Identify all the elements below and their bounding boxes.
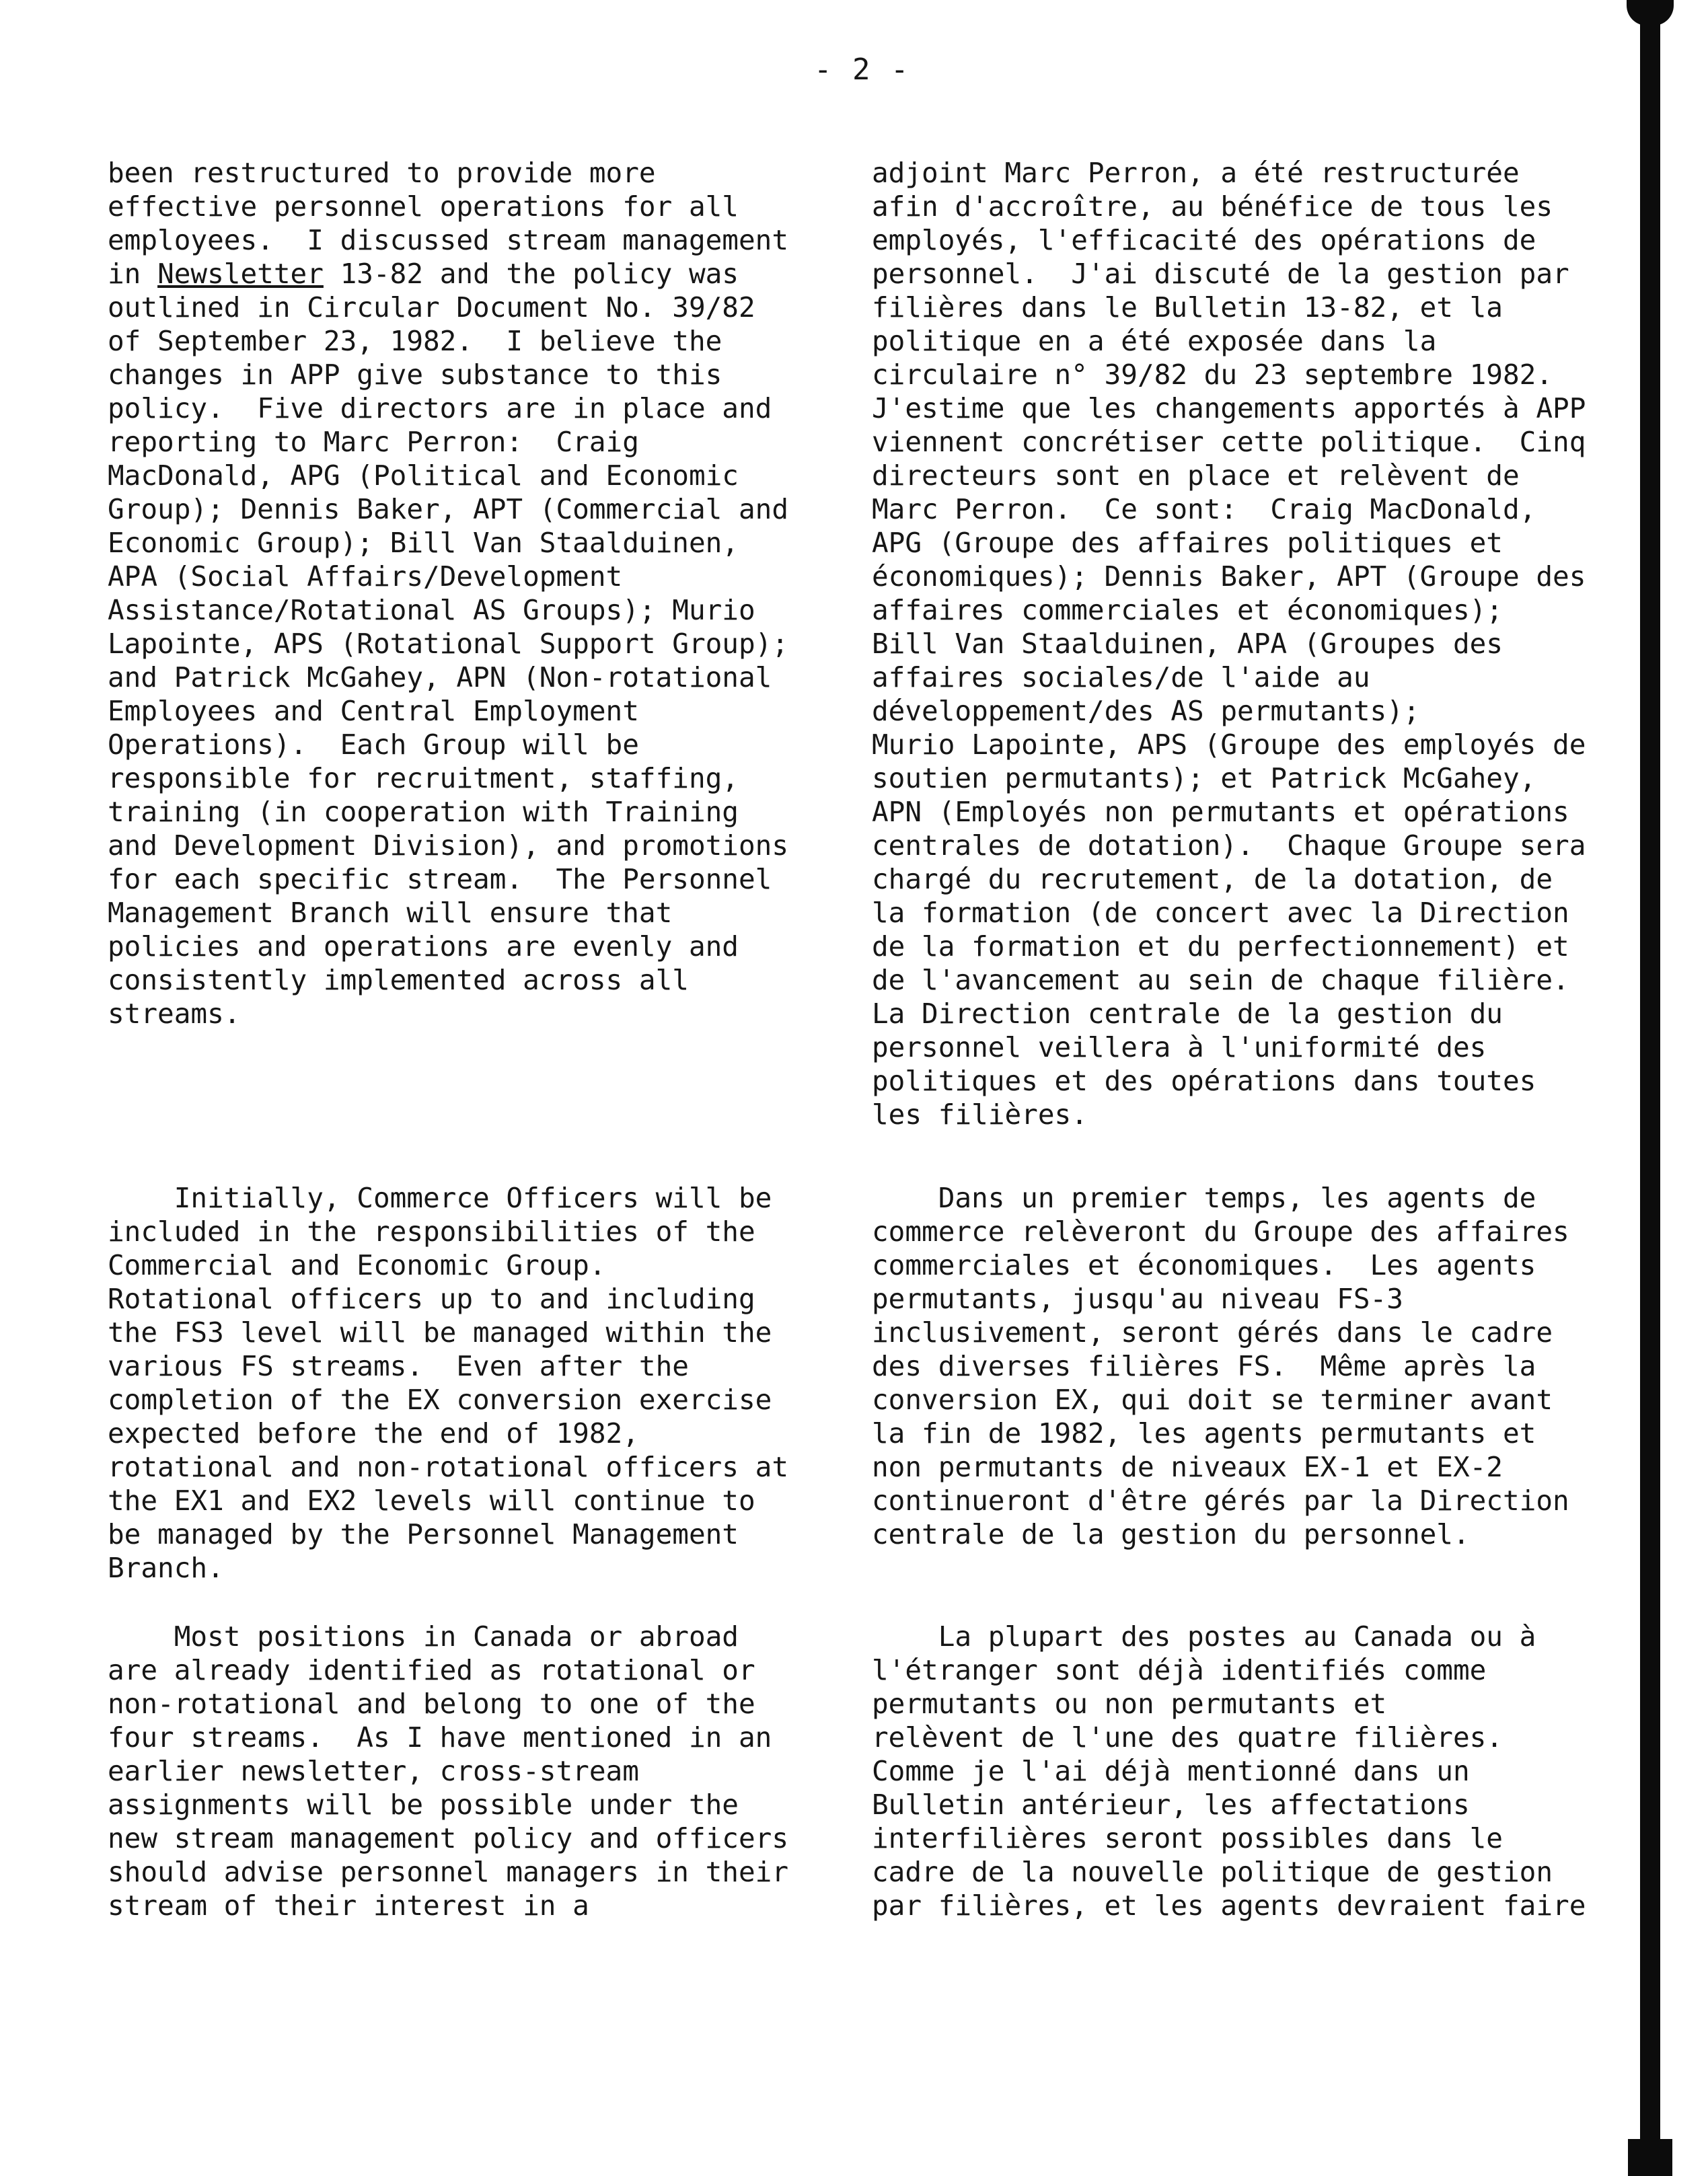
left-column-line: responsible for recruitment, staffing,: [108, 762, 739, 794]
left-column-line: four streams. As I have mentioned in an: [108, 1721, 772, 1754]
middle-column-line: affaires sociales/de l'aide au: [872, 661, 1370, 693]
left-column-line: completion of the EX conversion exercise: [108, 1384, 772, 1416]
middle-column-line: directeurs sont en place et relèvent de: [872, 459, 1520, 492]
left-column-line: changes in APP give substance to this: [108, 359, 722, 391]
middle-column-line: soutien permutants); et Patrick McGahey,: [872, 762, 1536, 794]
middle-column-line: chargé du recrutement, de la dotation, de: [872, 863, 1553, 895]
middle-column-paragraph: [872, 1620, 1586, 1922]
left-column-line: various FS streams. Even after the: [108, 1350, 689, 1382]
middle-column-line: employés, l'efficacité des opérations de: [872, 224, 1536, 256]
left-column-line: Management Branch will ensure that: [108, 897, 673, 929]
middle-column-line: Murio Lapointe, APS (Groupe des employés de: [872, 728, 1586, 761]
middle-column-line: de la formation et du perfectionnement) et: [872, 930, 1569, 963]
middle-column-line: affaires commerciales et économiques);: [872, 594, 1503, 626]
left-column-line: new stream management policy and officers: [108, 1822, 789, 1854]
left-column-line: of September 23, 1982. I believe the: [108, 325, 722, 357]
left-column-line: Most positions in Canada or abroad: [108, 1620, 739, 1653]
left-column-line: included in the responsibilities of the: [108, 1215, 755, 1248]
left-column-line: and Patrick McGahey, APN (Non-rotational: [108, 661, 772, 693]
middle-column-line: Marc Perron. Ce sont: Craig MacDonald,: [872, 493, 1536, 525]
middle-column-line: la fin de 1982, les agents permutants et: [872, 1417, 1536, 1450]
middle-column-line: conversion EX, qui doit se terminer avant: [872, 1384, 1553, 1416]
middle-column-line: les filières.: [872, 1098, 1088, 1131]
left-column-line: consistently implemented across all: [108, 964, 689, 996]
left-column-line: in Newsletter 13-82 and the policy was: [108, 258, 739, 290]
middle-column-line: interfilières seront possibles dans le: [872, 1822, 1503, 1854]
middle-column-line: développement/des AS permutants);: [872, 695, 1420, 727]
left-column-line: expected before the end of 1982,: [108, 1417, 639, 1450]
middle-column-line: adjoint Marc Perron, a été restructurée: [872, 157, 1520, 189]
left-column-line: training (in cooperation with Training: [108, 796, 739, 828]
middle-column-line: politique en a été exposée dans la: [872, 325, 1437, 357]
page-edge-bar-top: [1627, 0, 1674, 26]
middle-column-line: La plupart des postes au Canada ou à: [872, 1620, 1536, 1653]
middle-column-paragraph: [872, 156, 1586, 1131]
middle-column-line: l'étranger sont déjà identifiés comme: [872, 1654, 1487, 1686]
left-column-line: the EX1 and EX2 levels will continue to: [108, 1485, 755, 1517]
middle-column-line: filières dans le Bulletin 13-82, et la: [872, 291, 1503, 324]
left-column-line: the FS3 level will be managed within the: [108, 1316, 772, 1349]
left-column-line: Group); Dennis Baker, APT (Commercial and: [108, 493, 789, 525]
middle-column-line: la formation (de concert avec la Direction: [872, 897, 1569, 929]
newsletter-reference: Newsletter: [157, 258, 324, 290]
left-column-line: for each specific stream. The Personnel: [108, 863, 772, 895]
left-column-line: reporting to Marc Perron: Craig: [108, 426, 639, 458]
left-column-line: employees. I discussed stream management: [108, 224, 789, 256]
middle-column-line: cadre de la nouvelle politique de gestion: [872, 1856, 1553, 1888]
left-column-line: MacDonald, APG (Political and Economic: [108, 459, 739, 492]
left-column-line: stream of their interest in a: [108, 1889, 589, 1922]
middle-column-line: des diverses filières FS. Même après la: [872, 1350, 1536, 1382]
left-column-line: rotational and non-rotational officers at: [108, 1451, 789, 1483]
middle-column-line: centrales de dotation). Chaque Groupe sera: [872, 829, 1586, 862]
left-column-line: Initially, Commerce Officers will be: [108, 1182, 772, 1214]
left-column-line: policies and operations are evenly and: [108, 930, 739, 963]
left-column-line: non-rotational and belong to one of the: [108, 1688, 755, 1720]
left-column-line: policy. Five directors are in place and: [108, 392, 772, 424]
middle-column-line: de l'avancement au sein de chaque filière.: [872, 964, 1569, 996]
left-column-line: outlined in Circular Document No. 39/82: [108, 291, 755, 324]
left-column-line: Branch.: [108, 1552, 224, 1584]
middle-column-line: permutants, jusqu'au niveau FS-3: [872, 1283, 1403, 1315]
left-column-line: Operations). Each Group will be: [108, 728, 639, 761]
middle-column-line: inclusivement, seront gérés dans le cadre: [872, 1316, 1553, 1349]
left-column-line: are already identified as rotational or: [108, 1654, 755, 1686]
left-column-line: Employees and Central Employment: [108, 695, 639, 727]
left-column-line: and Development Division), and promotions: [108, 829, 789, 862]
left-column-line: Assistance/Rotational AS Groups); Murio: [108, 594, 755, 626]
page-number: - 2 -: [814, 52, 910, 87]
left-column-line: be managed by the Personnel Management: [108, 1518, 739, 1550]
left-column-line: Lapointe, APS (Rotational Support Group);: [108, 628, 789, 660]
middle-column-line: viennent concrétiser cette politique. Cinq: [872, 426, 1586, 458]
middle-column-line: J'estime que les changements apportés à APP: [872, 392, 1586, 424]
left-column-line: Commercial and Economic Group.: [108, 1249, 606, 1281]
page-edge-bar-bottom: [1628, 2139, 1672, 2176]
middle-column-line: commerce relèveront du Groupe des affaires: [872, 1215, 1569, 1248]
middle-column-line: La Direction centrale de la gestion du: [872, 998, 1503, 1030]
middle-column-line: personnel. J'ai discuté de la gestion par: [872, 258, 1569, 290]
middle-column-line: APN (Employés non permutants et opérations: [872, 796, 1569, 828]
left-column-line: Rotational officers up to and including: [108, 1283, 755, 1315]
middle-column-line: circulaire n° 39/82 du 23 septembre 1982.: [872, 359, 1553, 391]
middle-column-line: continueront d'être gérés par la Direction: [872, 1485, 1569, 1517]
middle-column-line: personnel veillera à l'uniformité des: [872, 1031, 1487, 1063]
middle-column-line: politiques et des opérations dans toutes: [872, 1065, 1536, 1097]
left-column-line: been restructured to provide more: [108, 157, 656, 189]
left-column-line: effective personnel operations for all: [108, 190, 739, 223]
middle-column-line: afin d'accroître, au bénéfice de tous les: [872, 190, 1553, 223]
middle-column-line: Bill Van Staalduinen, APA (Groupes des: [872, 628, 1503, 660]
page-edge-bar: [1640, 0, 1660, 2176]
middle-column-line: Comme je l'ai déjà mentionné dans un: [872, 1755, 1470, 1787]
left-column-line: Economic Group); Bill Van Staalduinen,: [108, 527, 739, 559]
middle-column-line: permutants ou non permutants et: [872, 1688, 1387, 1720]
middle-column-line: APG (Groupe des affaires politiques et: [872, 527, 1503, 559]
left-column-line: earlier newsletter, cross-stream: [108, 1755, 639, 1787]
left-column-paragraph: [108, 156, 788, 1030]
left-column-line: APA (Social Affairs/Development: [108, 560, 623, 593]
middle-column-line: commerciales et économiques. Les agents: [872, 1249, 1536, 1281]
middle-column-line: Bulletin antérieur, les affectations: [872, 1789, 1470, 1821]
middle-column-line: relèvent de l'une des quatre filières.: [872, 1721, 1503, 1754]
left-column-line: assignments will be possible under the: [108, 1789, 739, 1821]
middle-column-line: par filières, et les agents devraient faire: [872, 1889, 1586, 1922]
left-column-line: should advise personnel managers in their: [108, 1856, 789, 1888]
middle-column-line: centrale de la gestion du personnel.: [872, 1518, 1470, 1550]
left-column-paragraph: [108, 1181, 788, 1585]
middle-column-paragraph: [872, 1181, 1569, 1551]
middle-column-line: économiques); Dennis Baker, APT (Groupe des: [872, 560, 1586, 593]
middle-column-line: Dans un premier temps, les agents de: [872, 1182, 1536, 1214]
left-column-line: streams.: [108, 998, 241, 1030]
middle-column-line: non permutants de niveaux EX-1 et EX-2: [872, 1451, 1503, 1483]
left-column-paragraph: [108, 1620, 788, 1922]
